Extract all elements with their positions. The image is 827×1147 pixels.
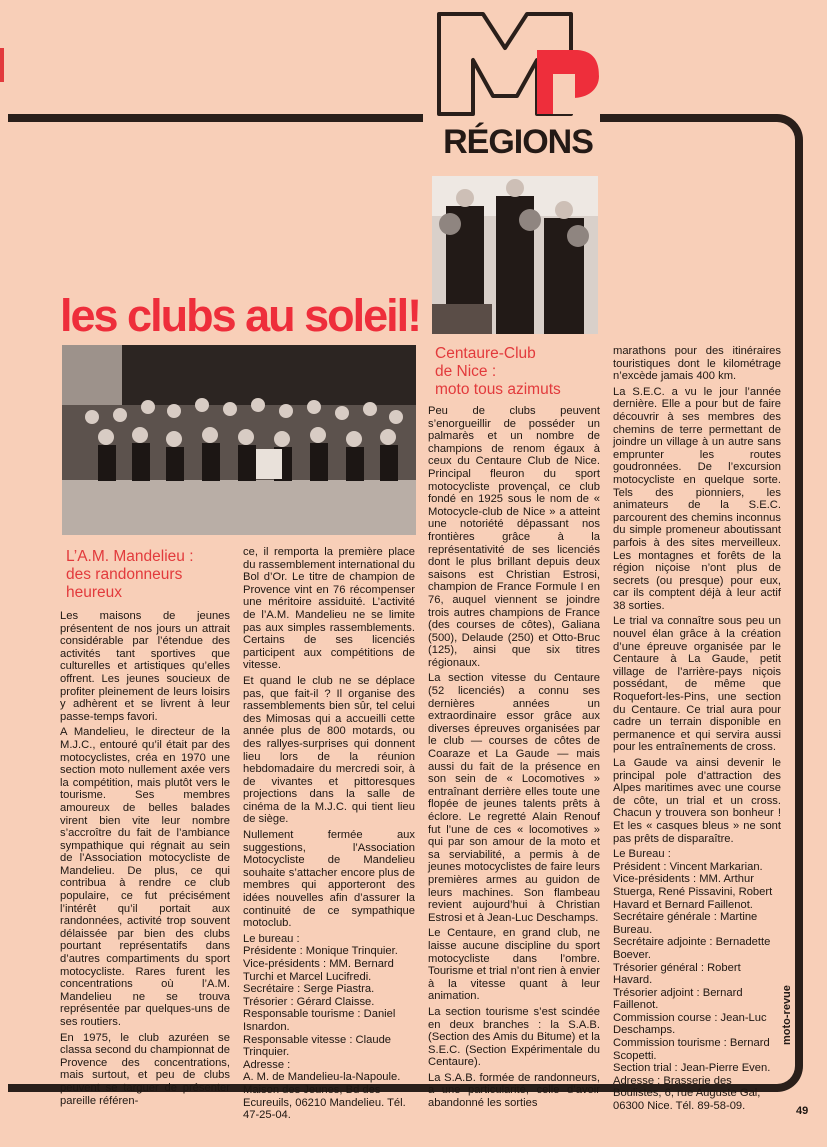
article2-column-1: [428, 405, 600, 1113]
paragraph: Le Centaure, en grand club, ne laisse aucune discipline du sport motocycliste dans l’ombre. Tourisme et trial n’ont rien à envier à la vitesse quant à leur animation.: [428, 927, 600, 1003]
bureau-line: Commission course : Jean-Luc Deschamps.: [613, 1011, 767, 1037]
bureau-line: Secrétaire : Serge Piastra.: [243, 983, 375, 996]
paragraph: La S.A.B. formée de randonneurs, a une particularité, celle d’avoir abandonné les sorties: [428, 1071, 600, 1110]
bureau-line: Commission tourisme : Bernard Scopetti.: [613, 1037, 770, 1062]
bureau-line: Président : Vincent Markarian.: [613, 860, 763, 873]
bureau-line: Section trial : Jean-Pierre Even.: [613, 1062, 771, 1075]
bureau-line: Secrétaire générale : Martine Bureau.: [613, 911, 758, 936]
bureau-line: Le bureau :: [243, 932, 300, 945]
paragraph: La S.E.C. a vu le jour l’année dernière. Elle a pour but de faire découvrir à ses membres des chemins de terre permettant de joindre un village à un autre sans emprunter les routes goudronnées. De l’excursion motocycliste en quelque sorte. Tels des pionniers, les animateurs de la S.E.C. parcourent des chemins inconnus du simple promeneur aboutissant parfois à des sites merveilleux. Les montagnes et forêts de la région niçoise n’ont plus de secrets (ou presque) pour eux, car ils comptent déjà à leur actif 38 sorties.: [613, 385, 781, 612]
page-number: 49: [796, 1105, 809, 1117]
subhead-line: de Nice :: [435, 363, 497, 380]
paragraph: Le trial va connaître sous peu un nouvel élan grâce à la création d’une épreuve organisée par le Centaure à La Gaude, petit village de l’arrière-pays niçois possédant, de même que Roquefort-les-Pins, une section du Centaure. Ce trial aura pour cadre un terrain disponible en permanence et qui servira aussi pour les entraînements de cross.: [613, 615, 781, 754]
article1-column-1: [60, 610, 230, 1110]
subhead-line: heureux: [66, 584, 123, 601]
paragraph: Et quand le club ne se déplace pas, que fait-il ? Il organise des rassemblements bien sûr, tel celui des Mimosas qui a accueilli cette année plus de 800 motards, ou des rallyes-surprises qui donnent lieu lors de la réunion hebdomadaire du mercredi soir, à de vivantes et pittoresques projections dans la salle de cinéma de la M.J.C. qui tient lieu de siège.: [243, 674, 415, 826]
bureau-line: Trésorier général : Robert Havard.: [613, 961, 741, 987]
paragraph: Nullement fermée aux suggestions, l’Association Motocycliste de Mandelieu souhaite s’attacher encore plus de membres qui apporteront des idées nouvelles afin d’assurer la continuité de ce sympathique motoclub.: [243, 829, 415, 930]
subhead-line: moto tous azimuts: [435, 381, 561, 398]
bureau-line: Adresse :: [243, 1058, 291, 1071]
bureau-line: Responsable tourisme : Daniel Isnardon.: [243, 1008, 396, 1033]
paragraph: marathons pour des itinéraires touristiques dont le kilométrage n’excède jamais 400 km.: [613, 345, 781, 383]
article1-column-2: [243, 546, 415, 1122]
headline: les clubs au soleil!: [60, 290, 421, 341]
bureau-line: Vice-présidents : MM. Bernard Turchi et Marcel Lucifredi.: [243, 958, 394, 983]
bureau-line: Présidente : Monique Trinquier.: [243, 945, 398, 958]
subhead-line: des randonneurs: [66, 566, 183, 583]
magazine-side-label: moto-revue: [781, 985, 793, 1045]
bureau-line: Le Bureau :: [613, 848, 671, 861]
bureau-line: Trésorier : Gérard Claisse.: [243, 995, 375, 1008]
mr-logo: [433, 8, 603, 120]
paragraph: La section tourisme s’est scindée en deux branches : la S.A.B. (Section des Amis du Bitume) et la S.E.C. (Section Expérimentale du Centaure).: [428, 1005, 600, 1069]
article2-column-2: [613, 345, 781, 1113]
club-group-photo: [62, 345, 416, 535]
article1-subhead: [66, 548, 194, 602]
article2-subhead: [435, 345, 561, 399]
subhead-line: L’A.M. Mandelieu :: [66, 548, 194, 565]
frame-top-right: [600, 114, 776, 122]
paragraph: A Mandelieu, le directeur de la M.J.C., entouré qu’il était par des motocyclistes, créa en 1970 une section moto nullement axée vers la compétition, mais plutôt vers le tourisme. Ses membres amoureux de belles balades virent bien vite leur nombre s’accroître du fait de l’ambiance sympathique qui régnait au sein de l’Association motocycliste de Mandelieu. De plus, ce qui contribua à rendre ce club populaire, ce fut précisément l’intérêt qu’il portait aux randonnées, activité trop souvent délaissée par bien des clubs pourtant représentatifs dans d’autres compartiments du sport motocycliste. Rares furent les concentrations où l’A.M. Mandelieu ne se trouva représentée par quelques-uns de ses routiers.: [60, 726, 230, 1028]
frame-top-left: [8, 114, 423, 122]
paragraph: La Gaude va ainsi devenir le principal pole d’attraction des Alpes maritimes avec une course de côte, un trial et un cross. Chacun y trouvera son bonheur ! Et les « casques bleus » ne sont pas prêts de disparaître.: [613, 757, 781, 845]
bureau-line: Responsable vitesse : Claude Trinquier.: [243, 1033, 392, 1059]
bureau-line: Adresse : Brasserie des Boulistes, 6, rue Auguste Gal, 06300 Nice. Tél. 89-58-09.: [613, 1074, 761, 1113]
paragraph: Peu de clubs peuvent s’enorgueillir de posséder un palmarès et un nombre de champions de renom égaux à ceux du Centaure Club de Nice. Principal fleuron du sport motocycliste provençal, ce club fondé en 1925 sous le nom de « Motocycle-club de Nice » a atteint une notoriété dépassant nos frontières grâce à la représentativité de ses licenciés dont le plus brillant depuis deux saisons est Christian Estrosi, champion de France Formule I en 76, auquel viennent se joindre trois autres champions de France (des courses de côtes), Galiana (500), Delaude (250) et Otto-Bruc (125), ainsi que six titres régionaux.: [428, 405, 600, 669]
bureau-line: A. M. de Mandelieu-la-Napoule. Maison des Jeunes, Bd des Ecureuils, 06210 Mandelieu. Tél. 47-25-04.: [243, 1071, 406, 1122]
paragraph: En 1975, le club azuréen se classa second du championnat de Provence des concentrations, mais surtout, et peu de clubs peuvent se targuer de présenter pareille référen-: [60, 1031, 230, 1107]
paragraph: Les maisons de jeunes présentent de nos jours un attrait considérable par l’étendue des activités tant sportives que culturelles et artistiques qu’elles offrent. Les jeunes soucieux de profiter pleinement de leurs loisirs y adhèrent et se livrent à leur passe-temps favori.: [60, 610, 230, 723]
page-edge-mark: [0, 48, 4, 82]
champions-podium-photo: [432, 176, 598, 334]
subhead-line: Centaure-Club: [435, 345, 536, 362]
paragraph: La section vitesse du Centaure (52 licenciés) a connu ses dernières années un extraordinaire essor grâce aux diverses épreuves organisées par le club — courses de côtes de Coaraze et La Gaude — mais aussi du fait de la présence en son sein de « Locomotives » entraînant derrière elles toute une flopée de jeunes talents prêts à éclore. Le regretté Alain Renouf fut l’une de ces « locomotives » qui par son amour de la moto et sa serviabilité, a permis à de jeunes motocyclistes de faire leurs premières armes au guidon de leurs machines. Son flambeau revient aujourd’hui à Christian Estrosi et à Jean-Luc Deschamps.: [428, 672, 600, 924]
bureau-line: Vice-présidents : MM. Arthur Stuerga, René Pissavini, Robert Havard et Bernard Faillenot.: [613, 873, 773, 911]
section-title: RÉGIONS: [443, 123, 593, 161]
paragraph: ce, il remporta la première place du rassemblement international du Bol d’Or. Le titre de champion de Provence vint en 76 récompenser une méritoire assiduité. L’activité de l’A.M. Mandelieu ne se limite pas aux simples rassemblements. Certains de ses licenciés participent aux compétitions de vitesse.: [243, 546, 415, 672]
bureau-line: Secrétaire adjointe : Bernadette Boever.: [613, 936, 771, 961]
bureau-line: Trésorier adjoint : Bernard Faillenot.: [613, 986, 743, 1012]
